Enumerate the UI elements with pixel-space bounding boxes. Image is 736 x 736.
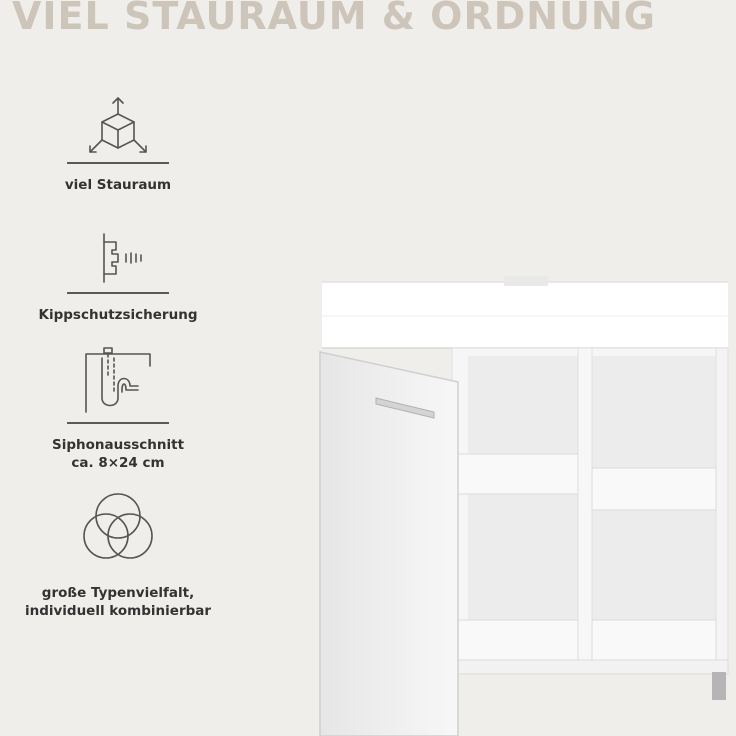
divider <box>67 162 169 164</box>
cube-expand-icon <box>78 94 158 158</box>
cabinet-leg <box>712 672 726 700</box>
wall-anchor-icon <box>78 228 158 288</box>
feature-label <box>0 436 236 472</box>
shelf <box>456 454 578 494</box>
shelf <box>592 468 716 510</box>
siphon-cutout <box>504 276 548 286</box>
feature-label-line2: individuell kombinierbar <box>24 603 212 619</box>
feature-variety <box>0 490 236 620</box>
siphon-pipe-icon <box>68 346 168 418</box>
overlapping-circles-icon <box>78 490 158 570</box>
shelf <box>456 620 578 660</box>
feature-label-line1: viel Stauraum <box>64 176 172 193</box>
headline: VIEL STAURAUM & ORDNUNG <box>12 0 656 38</box>
left-compartment <box>468 356 578 656</box>
sink-top <box>322 282 728 348</box>
cabinet-door <box>320 352 458 736</box>
feature-label <box>0 306 236 324</box>
feature-storage <box>0 94 236 194</box>
feature-label-line1: Kippschutzsicherung <box>38 306 198 323</box>
feature-tip-protection <box>0 228 236 324</box>
feature-label-line2: ca. 8×24 cm <box>71 454 165 471</box>
feature-label-line1: Siphonausschnitt <box>51 436 185 453</box>
divider <box>67 422 169 424</box>
feature-siphon-cutout <box>0 346 236 472</box>
feature-label <box>0 176 236 194</box>
shelf <box>592 620 716 660</box>
feature-label-line1: große Typenvielfalt, <box>41 585 195 601</box>
vanity-cabinet-image <box>310 276 736 736</box>
feature-label <box>0 584 236 620</box>
divider <box>67 292 169 294</box>
